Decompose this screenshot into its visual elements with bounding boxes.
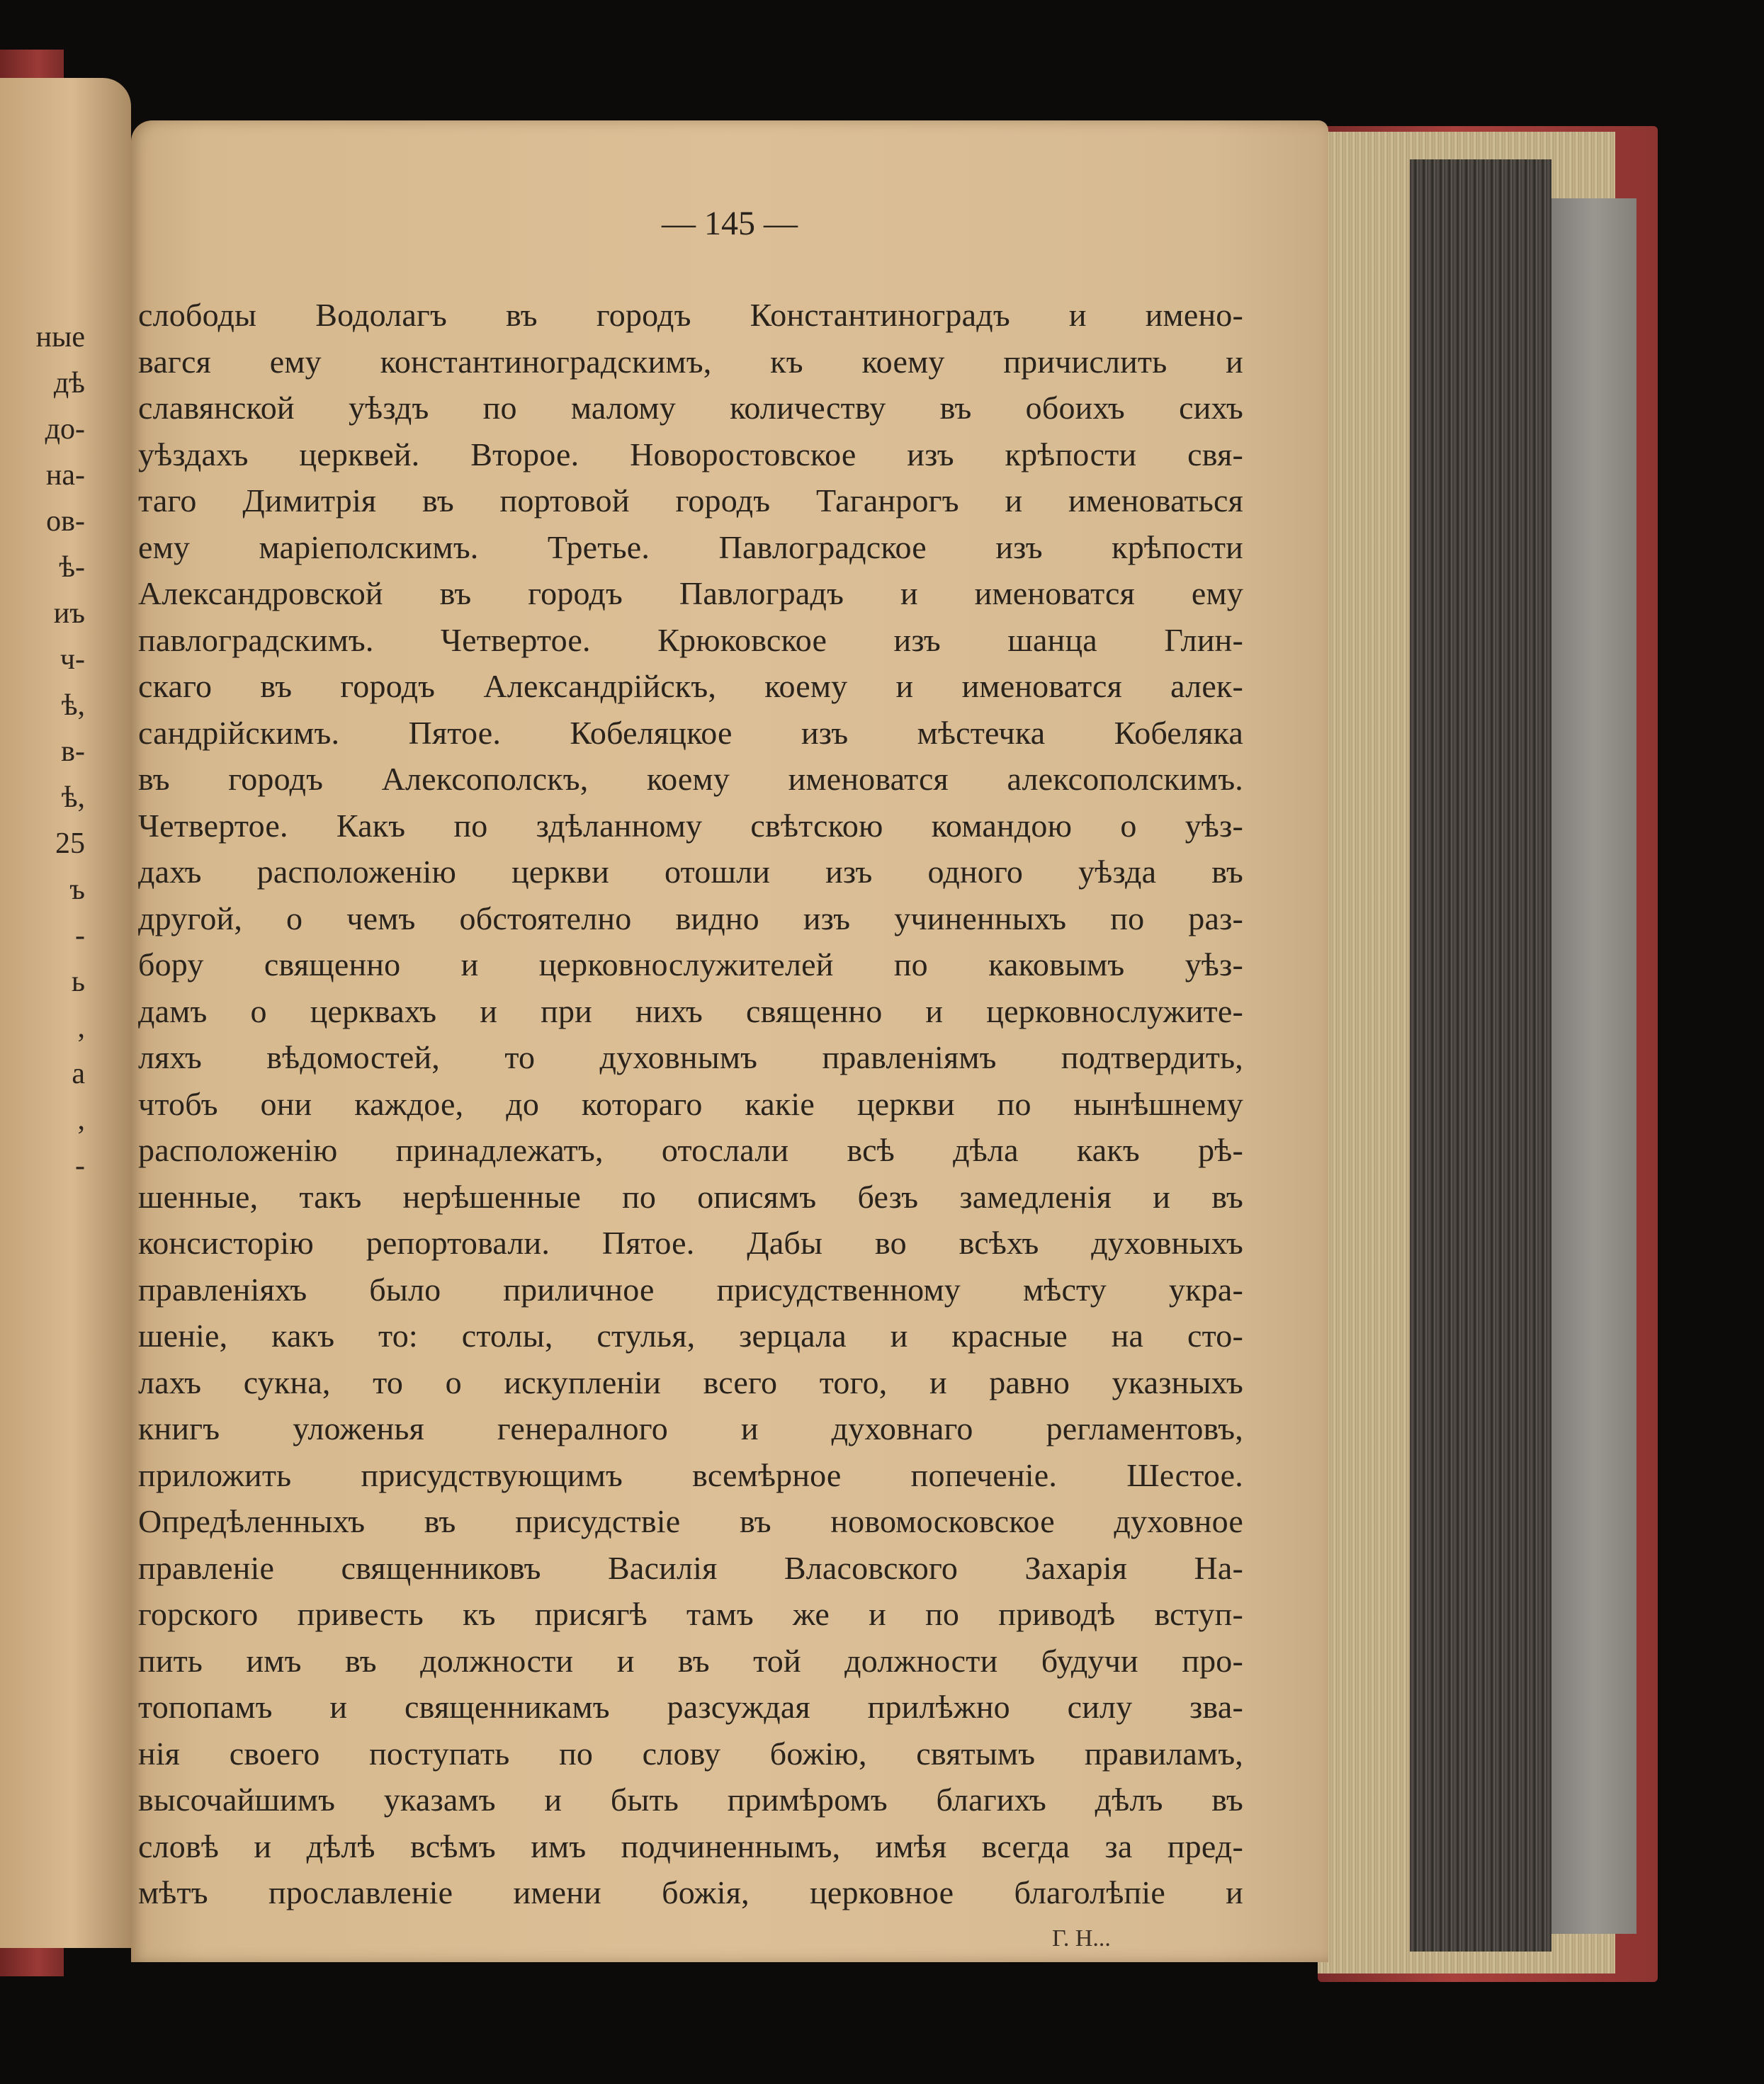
left-page-fragment: , bbox=[77, 1012, 85, 1044]
text-line: шенные, такъ нерѣшенные по описямъ безъ замедленія и въ bbox=[138, 1178, 1243, 1215]
text-line: павлоградскимъ. Четвертое. Крюковское изъ шанца Глин- bbox=[138, 621, 1243, 658]
left-page-fragment: - bbox=[75, 919, 85, 952]
text-line: сандрійскимъ. Пятое. Кобеляцкое изъ мѣстечка Кобеляка bbox=[138, 714, 1243, 751]
left-page-fragment: ч- bbox=[60, 643, 85, 676]
text-line: дахъ расположенію церкви отошли изъ одного уѣзда въ bbox=[138, 854, 1243, 890]
left-page-fragment: - bbox=[75, 1150, 85, 1182]
page-stack-edge bbox=[1551, 198, 1636, 1934]
left-page-fragment: на- bbox=[45, 459, 85, 492]
text-line: ему маріеполскимъ. Третье. Павлоградское изъ крѣпости bbox=[138, 528, 1243, 565]
text-line: таго Димитрія въ портовой городъ Таганрогъ и именоваться bbox=[138, 482, 1243, 519]
text-line: слободы Водолагъ въ городъ Константиноградъ и имено- bbox=[138, 297, 1243, 333]
text-line: топопамъ и священникамъ разсуждая прилѣжно силу зва- bbox=[138, 1689, 1243, 1725]
left-page-fragment: , bbox=[77, 1104, 85, 1136]
text-line: уѣздахъ церквей. Второе. Новоростовское изъ крѣпости свя- bbox=[138, 436, 1243, 472]
text-line: нія своего поступать по слову божію, святымъ правиламъ, bbox=[138, 1735, 1243, 1772]
text-line: ляхъ вѣдомостей, то духовнымъ правленіямъ подтвердить, bbox=[138, 1039, 1243, 1075]
text-line: дамъ о церквахъ и при нихъ священно и церковнослужите- bbox=[138, 992, 1243, 1029]
left-page-fragment: ѣ- bbox=[59, 551, 85, 584]
text-line: правленіяхъ было приличное присудственному мѣсту укра- bbox=[138, 1271, 1243, 1308]
left-page-fragment: в- bbox=[61, 735, 85, 768]
text-line: Александровской въ городъ Павлоградъ и именоватся ему bbox=[138, 575, 1243, 611]
text-line: Опредѣленныхъ въ присудствіе въ новомосковское духовное bbox=[138, 1503, 1243, 1539]
text-line: словѣ и дѣлѣ всѣмъ имъ подчиненнымъ, имѣя всегда за пред- bbox=[138, 1828, 1243, 1864]
text-line: въ городъ Алексополскъ, коему именоватся алексополскимъ. bbox=[138, 761, 1243, 797]
text-line: бору священно и церковнослужителей по каковымъ уѣз- bbox=[138, 946, 1243, 982]
left-page-fragment: ов- bbox=[46, 505, 85, 538]
text-line: славянской уѣздъ по малому количеству въ обоихъ сихъ bbox=[138, 390, 1243, 426]
left-page-fragment: ные bbox=[35, 321, 85, 353]
text-line: другой, о чемъ обстоятелно видно изъ учиненныхъ по раз- bbox=[138, 900, 1243, 936]
text-line: скаго въ городъ Александрійскъ, коему и именоватся алек- bbox=[138, 668, 1243, 704]
text-line: мѣтъ прославленіе имени божія, церковное благолѣпіе и bbox=[138, 1874, 1243, 1910]
text-line: пить имъ въ должности и въ той должности будучи про- bbox=[138, 1642, 1243, 1679]
text-line: правленіе священниковъ Василія Власовского Захарія На- bbox=[138, 1549, 1243, 1586]
text-line: приложить присудствующимъ всемѣрное попеченіе. Шестое. bbox=[138, 1456, 1243, 1493]
text-line: высочайшимъ указамъ и быть примѣромъ благихъ дѣлъ въ bbox=[138, 1782, 1243, 1818]
text-line: расположенію принадлежатъ, отослали всѣ дѣла какъ рѣ- bbox=[138, 1132, 1243, 1168]
text-line: шеніе, какъ то: столы, стулья, зерцала и красные на сто- bbox=[138, 1318, 1243, 1354]
text-line: консисторію репортовали. Пятое. Дабы во всѣхъ духовныхъ bbox=[138, 1225, 1243, 1261]
left-page-fragment: ь bbox=[71, 965, 85, 998]
page-text bbox=[138, 292, 1243, 1916]
left-page-fragment: ъ bbox=[69, 873, 85, 906]
book-page bbox=[131, 120, 1328, 1962]
left-page-fragment: иъ bbox=[53, 597, 85, 630]
left-page-fragment: 25 bbox=[55, 827, 85, 860]
text-line: книгъ уложенья генералного и духовнаго регламентовъ, bbox=[138, 1410, 1243, 1446]
text-line: чтобъ они каждое, до котораго какіе церкви по нынѣшнему bbox=[138, 1085, 1243, 1122]
left-page-fragment: а bbox=[72, 1058, 85, 1090]
left-page-fragment: дѣ bbox=[53, 367, 85, 400]
page-number: — 145 — bbox=[662, 205, 798, 242]
footer-fragment: Г. Н... bbox=[1052, 1925, 1111, 1952]
left-page-fragment: ѣ, bbox=[61, 781, 85, 814]
text-line: лахъ сукна, то о искупленіи всего того, и равно указныхъ bbox=[138, 1364, 1243, 1400]
text-line: горского привесть къ присягѣ тамъ же и по приводѣ вступ- bbox=[138, 1596, 1243, 1632]
left-page-fragment: до- bbox=[45, 413, 85, 446]
text-line: Четвертое. Какъ по здѣланному свѣтскою командою о уѣз- bbox=[138, 807, 1243, 844]
left-page-fragment: ѣ, bbox=[61, 689, 85, 722]
text-line: вагся ему константиноградскимъ, къ коему причислить и bbox=[138, 343, 1243, 380]
page-stack-shadow bbox=[1410, 159, 1551, 1952]
previous-page bbox=[0, 78, 131, 1948]
